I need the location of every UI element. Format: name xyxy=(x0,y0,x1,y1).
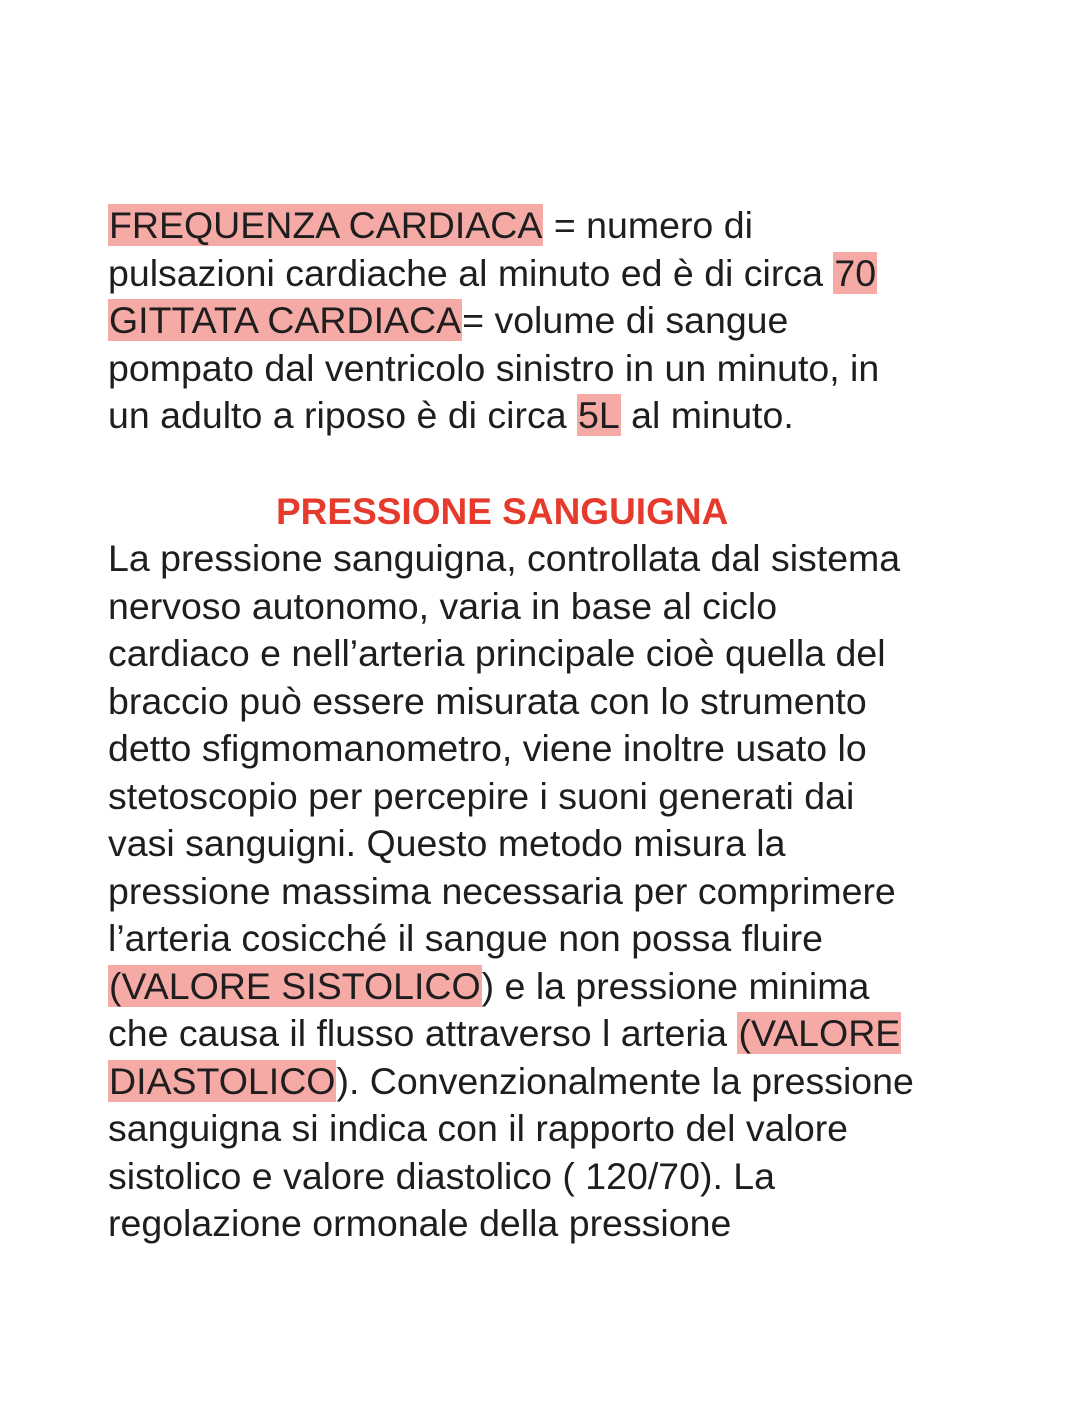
spacer xyxy=(108,440,988,488)
highlight-value: 5L xyxy=(578,394,620,436)
highlight-term: FREQUENZA CARDIACA xyxy=(109,204,543,246)
paragraph-line: nervoso autonomo, varia in base al ciclo xyxy=(108,584,778,627)
highlight-term: GITTATA CARDIACA xyxy=(109,299,462,341)
highlight-term: DIASTOLICO xyxy=(109,1059,336,1102)
paragraph-line xyxy=(108,1010,988,1058)
line-text: al minuto. xyxy=(620,394,794,436)
paragraph-line: l’arteria cosicché il sangue non possa fluire xyxy=(108,917,823,959)
line-text: ) e la pressione minima xyxy=(481,964,870,1007)
line-text: ). Convenzionalmente la pressione xyxy=(336,1059,914,1102)
definition-line xyxy=(108,250,988,298)
paragraph-line: stetoscopio per percepire i suoni generati dai xyxy=(108,774,855,817)
paragraph-line: regolazione ormonale della pressione xyxy=(108,1202,732,1244)
line-text: che causa il flusso attraverso l arteria xyxy=(108,1012,738,1054)
definition-line xyxy=(108,392,988,440)
highlight-term: (VALORE SISTOLICO xyxy=(109,964,481,1007)
paragraph-line: cardiaco e nell’arteria principale cioè quella del xyxy=(108,632,886,674)
line-text: pulsazioni cardiache al minuto ed è di circa xyxy=(108,251,834,294)
paragraph-line xyxy=(108,963,988,1011)
section-heading: PRESSIONE SANGUIGNA xyxy=(276,490,729,532)
line-text: un adulto a riposo è di circa xyxy=(108,394,578,436)
paragraph-line: detto sfigmomanometro, viene inoltre usato lo xyxy=(108,727,867,769)
paragraph-line: pressione massima necessaria per comprimere xyxy=(108,869,896,912)
highlight-value: 70 xyxy=(834,251,877,294)
line-text: = volume di sangue xyxy=(462,299,789,341)
definition-line: pompato dal ventricolo sinistro in un minuto, in xyxy=(108,346,880,389)
line-text: = numero di xyxy=(543,204,753,246)
paragraph-line: sistolico e valore diastolico ( 120/70). La xyxy=(108,1154,776,1197)
paragraph-line: La pressione sanguigna, controllata dal sistema xyxy=(108,537,901,579)
paragraph-line: vasi sanguigni. Questo metodo misura la xyxy=(108,822,786,864)
highlight-term: (VALORE xyxy=(738,1012,901,1054)
paragraph-line xyxy=(108,1058,988,1106)
paragraph-line: braccio può essere misurata con lo strumento xyxy=(108,679,867,722)
definition-line xyxy=(108,297,988,345)
paragraph-line: sanguigna si indica con il rapporto del valore xyxy=(108,1107,849,1149)
document-text xyxy=(108,202,988,1248)
definition-line xyxy=(108,202,988,250)
